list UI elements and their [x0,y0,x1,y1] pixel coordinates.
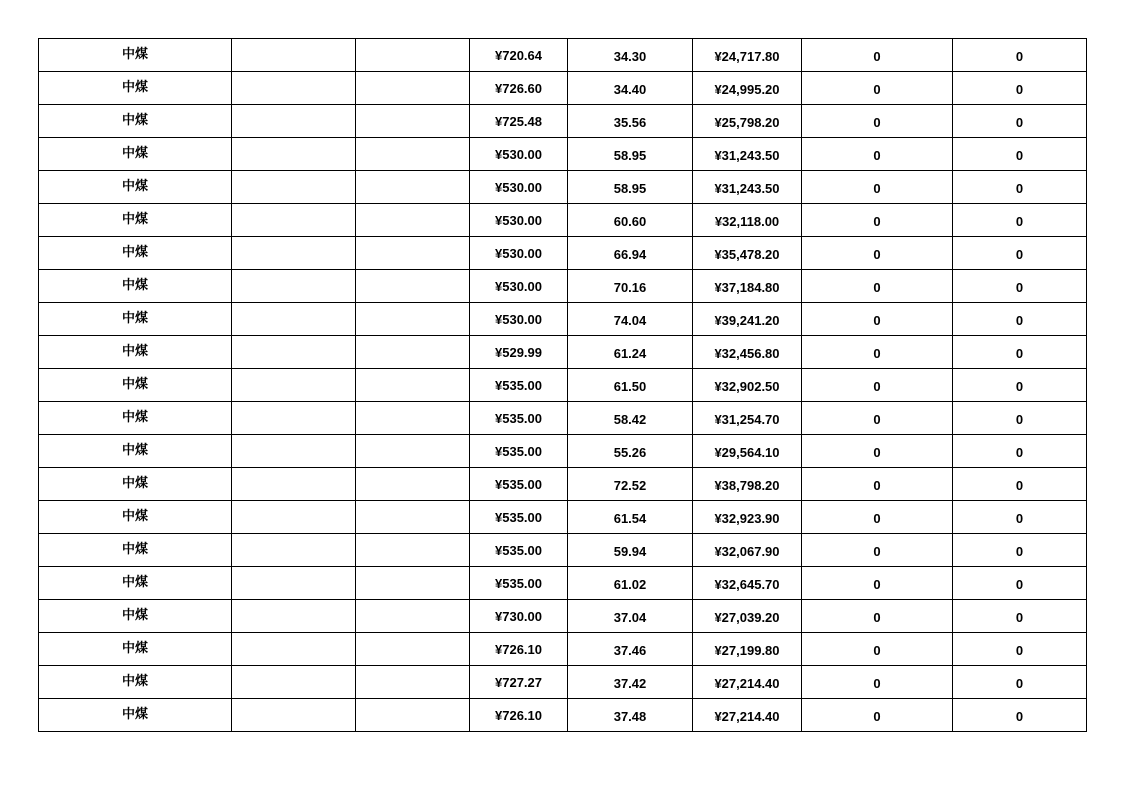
cell-empty [356,204,470,237]
cell-amount: ¥27,039.20 [693,600,802,633]
cell-quantity: 37.04 [568,600,693,633]
cell-value-a: 0 [802,567,953,600]
cell-unit-price: ¥530.00 [470,138,568,171]
cell-empty [232,600,356,633]
cell-value-b: 0 [953,435,1087,468]
cell-value-a: 0 [802,303,953,336]
cell-value-b: 0 [953,204,1087,237]
table-row [39,171,1087,204]
table-row [39,699,1087,732]
cell-value-b: 0 [953,369,1087,402]
cell-quantity: 35.56 [568,105,693,138]
cell-empty [356,138,470,171]
cell-value-b: 0 [953,336,1087,369]
cell-quantity: 66.94 [568,237,693,270]
cell-value-a: 0 [802,501,953,534]
cell-empty [232,105,356,138]
cell-quantity: 34.40 [568,72,693,105]
cell-name: 中煤 [39,666,232,699]
cell-empty [356,633,470,666]
cell-unit-price: ¥725.48 [470,105,568,138]
cell-quantity: 37.42 [568,666,693,699]
cell-unit-price: ¥530.00 [470,237,568,270]
cell-amount: ¥32,645.70 [693,567,802,600]
cell-amount: ¥32,923.90 [693,501,802,534]
cell-unit-price: ¥530.00 [470,204,568,237]
cell-empty [356,270,470,303]
cell-name: 中煤 [39,303,232,336]
cell-name: 中煤 [39,237,232,270]
cell-unit-price: ¥535.00 [470,402,568,435]
cell-name: 中煤 [39,534,232,567]
cell-value-b: 0 [953,270,1087,303]
cell-name: 中煤 [39,600,232,633]
cell-name: 中煤 [39,270,232,303]
cell-unit-price: ¥535.00 [470,501,568,534]
cell-quantity: 60.60 [568,204,693,237]
table-body [39,39,1087,732]
cell-amount: ¥37,184.80 [693,270,802,303]
cell-quantity: 70.16 [568,270,693,303]
cell-unit-price: ¥535.00 [470,369,568,402]
table-row [39,204,1087,237]
cell-amount: ¥27,214.40 [693,666,802,699]
cell-empty [232,567,356,600]
cell-value-a: 0 [802,666,953,699]
cell-name: 中煤 [39,72,232,105]
cell-value-b: 0 [953,138,1087,171]
cell-name: 中煤 [39,171,232,204]
cell-amount: ¥31,254.70 [693,402,802,435]
cell-name: 中煤 [39,402,232,435]
cell-empty [232,39,356,72]
table-row [39,105,1087,138]
cell-name: 中煤 [39,105,232,138]
cell-empty [356,303,470,336]
cell-unit-price: ¥730.00 [470,600,568,633]
cell-empty [232,633,356,666]
cell-unit-price: ¥535.00 [470,468,568,501]
cell-unit-price: ¥726.10 [470,633,568,666]
cell-quantity: 58.42 [568,402,693,435]
cell-empty [356,567,470,600]
cell-empty [356,435,470,468]
cell-empty [356,171,470,204]
table-row [39,39,1087,72]
cell-value-a: 0 [802,270,953,303]
cell-value-b: 0 [953,699,1087,732]
cell-empty [356,237,470,270]
cell-empty [232,501,356,534]
cell-amount: ¥35,478.20 [693,237,802,270]
cell-name: 中煤 [39,468,232,501]
table-row [39,336,1087,369]
cell-quantity: 58.95 [568,171,693,204]
cell-amount: ¥32,456.80 [693,336,802,369]
cell-empty [232,534,356,567]
table-row [39,303,1087,336]
cell-unit-price: ¥727.27 [470,666,568,699]
table-row [39,402,1087,435]
cell-name: 中煤 [39,336,232,369]
cell-empty [356,468,470,501]
cell-empty [356,369,470,402]
cell-value-b: 0 [953,468,1087,501]
cell-empty [232,237,356,270]
table-row [39,633,1087,666]
cell-amount: ¥25,798.20 [693,105,802,138]
cell-value-b: 0 [953,39,1087,72]
cell-quantity: 61.50 [568,369,693,402]
cell-value-a: 0 [802,171,953,204]
cell-empty [356,501,470,534]
cell-value-a: 0 [802,633,953,666]
table-row [39,600,1087,633]
cell-value-b: 0 [953,303,1087,336]
cell-value-a: 0 [802,369,953,402]
cell-value-a: 0 [802,435,953,468]
table-row [39,468,1087,501]
cell-unit-price: ¥530.00 [470,171,568,204]
cell-unit-price: ¥720.64 [470,39,568,72]
cell-quantity: 58.95 [568,138,693,171]
cell-quantity: 61.54 [568,501,693,534]
cell-quantity: 72.52 [568,468,693,501]
cell-quantity: 74.04 [568,303,693,336]
cell-empty [232,270,356,303]
cell-amount: ¥38,798.20 [693,468,802,501]
cell-empty [356,402,470,435]
cell-empty [232,336,356,369]
cell-empty [356,699,470,732]
table-row [39,501,1087,534]
table-row [39,567,1087,600]
cell-amount: ¥29,564.10 [693,435,802,468]
cell-empty [232,171,356,204]
cell-amount: ¥31,243.50 [693,138,802,171]
cell-value-b: 0 [953,402,1087,435]
cell-unit-price: ¥726.60 [470,72,568,105]
cell-value-b: 0 [953,72,1087,105]
cell-empty [232,72,356,105]
cell-empty [232,666,356,699]
cell-amount: ¥39,241.20 [693,303,802,336]
cell-empty [232,303,356,336]
cell-empty [356,666,470,699]
cell-value-b: 0 [953,501,1087,534]
cell-value-a: 0 [802,336,953,369]
cell-value-b: 0 [953,237,1087,270]
cell-amount: ¥32,902.50 [693,369,802,402]
cell-value-b: 0 [953,171,1087,204]
cell-name: 中煤 [39,39,232,72]
cell-quantity: 37.48 [568,699,693,732]
cell-value-b: 0 [953,633,1087,666]
cell-value-a: 0 [802,138,953,171]
cell-name: 中煤 [39,138,232,171]
cell-amount: ¥32,118.00 [693,204,802,237]
cell-value-b: 0 [953,600,1087,633]
cell-name: 中煤 [39,369,232,402]
cell-name: 中煤 [39,699,232,732]
cell-value-b: 0 [953,666,1087,699]
cell-name: 中煤 [39,633,232,666]
cell-value-a: 0 [802,204,953,237]
cell-unit-price: ¥529.99 [470,336,568,369]
cell-amount: ¥27,199.80 [693,633,802,666]
cell-empty [232,699,356,732]
cell-empty [356,534,470,567]
table-row [39,666,1087,699]
cell-quantity: 37.46 [568,633,693,666]
table-row [39,534,1087,567]
cell-amount: ¥24,995.20 [693,72,802,105]
table-row [39,138,1087,171]
cell-value-a: 0 [802,39,953,72]
cell-empty [356,39,470,72]
cell-name: 中煤 [39,204,232,237]
cell-unit-price: ¥726.10 [470,699,568,732]
cell-value-a: 0 [802,402,953,435]
cell-quantity: 55.26 [568,435,693,468]
cell-empty [356,72,470,105]
cell-empty [356,600,470,633]
cell-value-b: 0 [953,534,1087,567]
cell-value-a: 0 [802,468,953,501]
table-row [39,72,1087,105]
cell-value-a: 0 [802,72,953,105]
table-row [39,270,1087,303]
cell-value-b: 0 [953,105,1087,138]
cell-unit-price: ¥535.00 [470,567,568,600]
cell-empty [356,336,470,369]
cell-value-a: 0 [802,699,953,732]
table-row [39,237,1087,270]
cell-name: 中煤 [39,567,232,600]
cell-empty [356,105,470,138]
cell-empty [232,204,356,237]
cell-value-a: 0 [802,237,953,270]
cell-empty [232,435,356,468]
cell-value-a: 0 [802,600,953,633]
cell-name: 中煤 [39,435,232,468]
cell-empty [232,402,356,435]
cell-quantity: 61.02 [568,567,693,600]
cell-unit-price: ¥530.00 [470,303,568,336]
table-row [39,435,1087,468]
cell-quantity: 34.30 [568,39,693,72]
cell-quantity: 59.94 [568,534,693,567]
data-table [38,38,1087,732]
cell-empty [232,138,356,171]
table-row [39,369,1087,402]
cell-amount: ¥32,067.90 [693,534,802,567]
cell-amount: ¥31,243.50 [693,171,802,204]
cell-value-a: 0 [802,534,953,567]
cell-value-b: 0 [953,567,1087,600]
cell-amount: ¥27,214.40 [693,699,802,732]
cell-unit-price: ¥530.00 [470,270,568,303]
cell-amount: ¥24,717.80 [693,39,802,72]
cell-empty [232,468,356,501]
cell-quantity: 61.24 [568,336,693,369]
cell-name: 中煤 [39,501,232,534]
cell-empty [232,369,356,402]
cell-unit-price: ¥535.00 [470,534,568,567]
cell-value-a: 0 [802,105,953,138]
cell-unit-price: ¥535.00 [470,435,568,468]
